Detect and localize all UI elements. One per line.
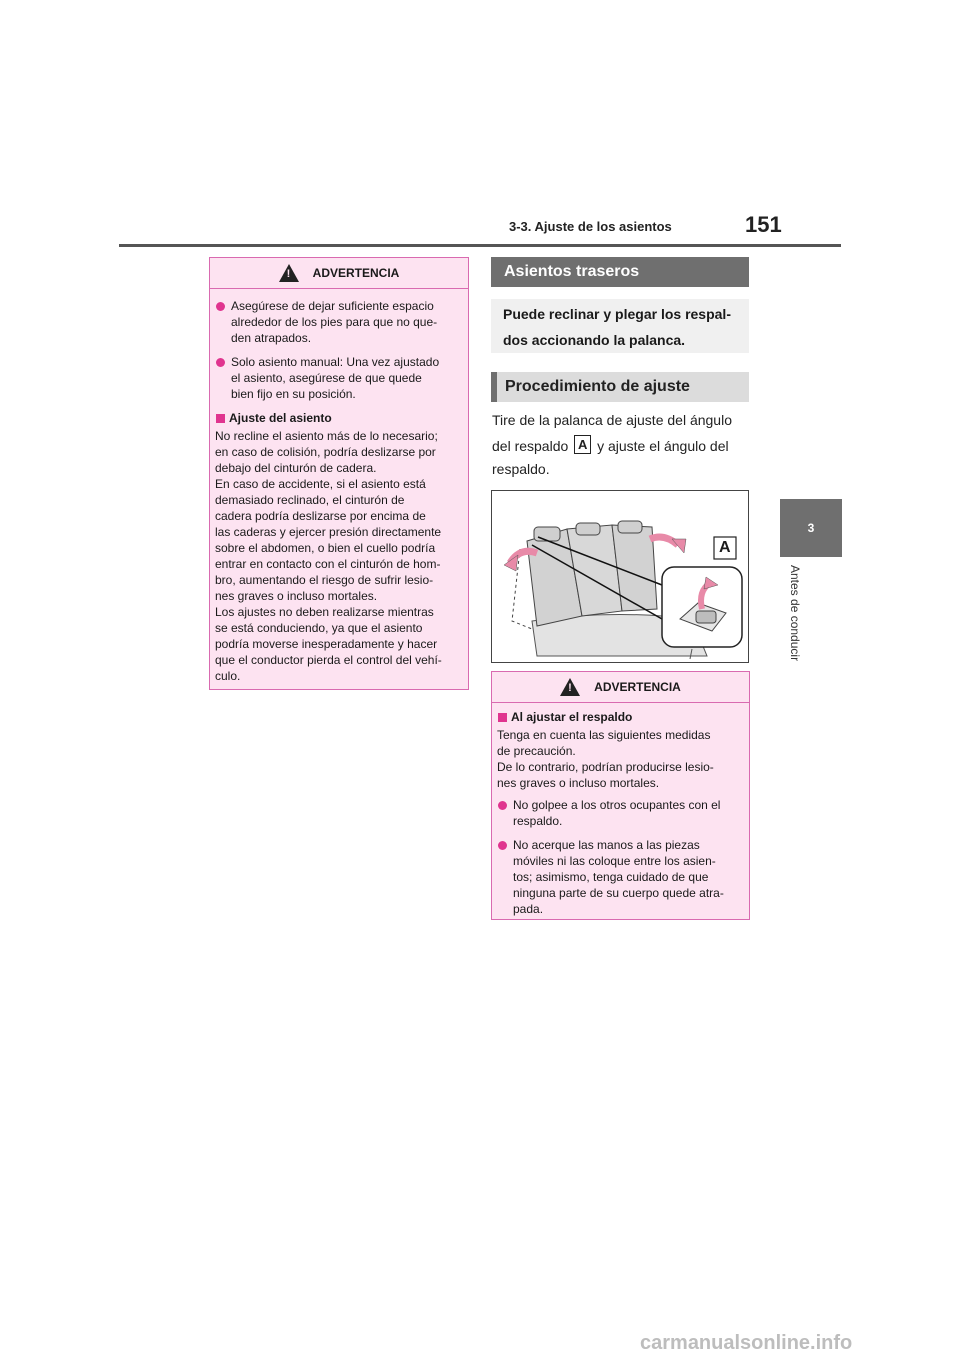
warning-triangle-icon: ! (279, 264, 299, 282)
section-title: 3-3. Ajuste de los asientos (509, 219, 672, 234)
bullet-icon (216, 358, 225, 367)
watermark: carmanualsonline.info (640, 1332, 853, 1354)
chapter-tab: 3 (780, 499, 842, 557)
rear-seat-diagram (492, 491, 748, 662)
warning-paragraph: Tenga en cuenta las siguientes medidas de precaución. De lo contrario, podrían producirse lesio- nes graves o incluso mortales. (497, 728, 714, 790)
square-bullet-icon (216, 414, 225, 423)
left-warning-box (209, 257, 469, 690)
warning-triangle-icon: ! (560, 678, 580, 696)
warning-header (492, 672, 749, 703)
list-item: No acerque las manos a las piezas móviles ni las coloque entre los asien- tos; asimismo, tenga cuidado de que ninguna parte de su cuerpo quede atra- pada. (497, 837, 743, 917)
warning-paragraph: No recline el asiento más de lo necesario; en caso de colisión, podría deslizarse por debajo del cinturón de cadera. En caso de accidente, si el asiento está demasiado reclinado, el cinturón de cadera podría deslizarse por encima de las caderas y ejercer presión directamente sobre el abdomen, o bien el cuello podría entrar en contacto con el cinturón de hom- bro, aumentando el riesgo de sufrir lesio- nes graves o incluso mortales. Los ajustes no deben realizarse mientras se está conduciendo, ya que el asiento podría moverse inesperadamente y hacer que el conductor pierda el control del vehí- culo. (215, 429, 442, 683)
callout-label-a: A (574, 435, 591, 454)
header-rule (119, 244, 841, 247)
page-number: 151 (745, 212, 782, 237)
bullet-icon (216, 302, 225, 311)
procedure-text: Tire de la palanca de ajuste del ángulo del respaldo A y ajuste el ángulo del respaldo. (492, 412, 732, 477)
warning-body (492, 703, 749, 931)
bullet-icon (498, 801, 507, 810)
list-item: Solo asiento manual: Una vez ajustado el asiento, asegúrese de que quede bien fijo en su posición. (215, 354, 462, 402)
bullet-icon (498, 841, 507, 850)
warning-subheading: Al ajustar el respaldo (497, 709, 743, 725)
rear-seat-illustration (491, 490, 749, 663)
section-heading: Asientos traseros (504, 263, 640, 280)
chapter-label: Antes de conducir (788, 565, 802, 662)
list-item: No golpee a los otros ocupantes con el respaldo. (497, 797, 743, 829)
warning-header (210, 258, 468, 289)
warning-body (210, 289, 468, 690)
warning-subheading: Ajuste del asiento (215, 410, 462, 426)
square-bullet-icon (498, 713, 507, 722)
warning-title: ADVERTENCIA (594, 680, 681, 694)
intro-box: Puede reclinar y plegar los respal- dos accionando la palanca. (491, 299, 749, 353)
warning-title: ADVERTENCIA (312, 266, 400, 280)
right-warning-box (491, 671, 750, 920)
list-item: Asegúrese de dejar suficiente espacio alrededor de los pies para que no que- den atrapados. (215, 298, 462, 346)
figure-label-a: A (719, 539, 731, 556)
section-heading-bar (491, 257, 749, 287)
procedure-heading: Procedimiento de ajuste (491, 372, 749, 402)
